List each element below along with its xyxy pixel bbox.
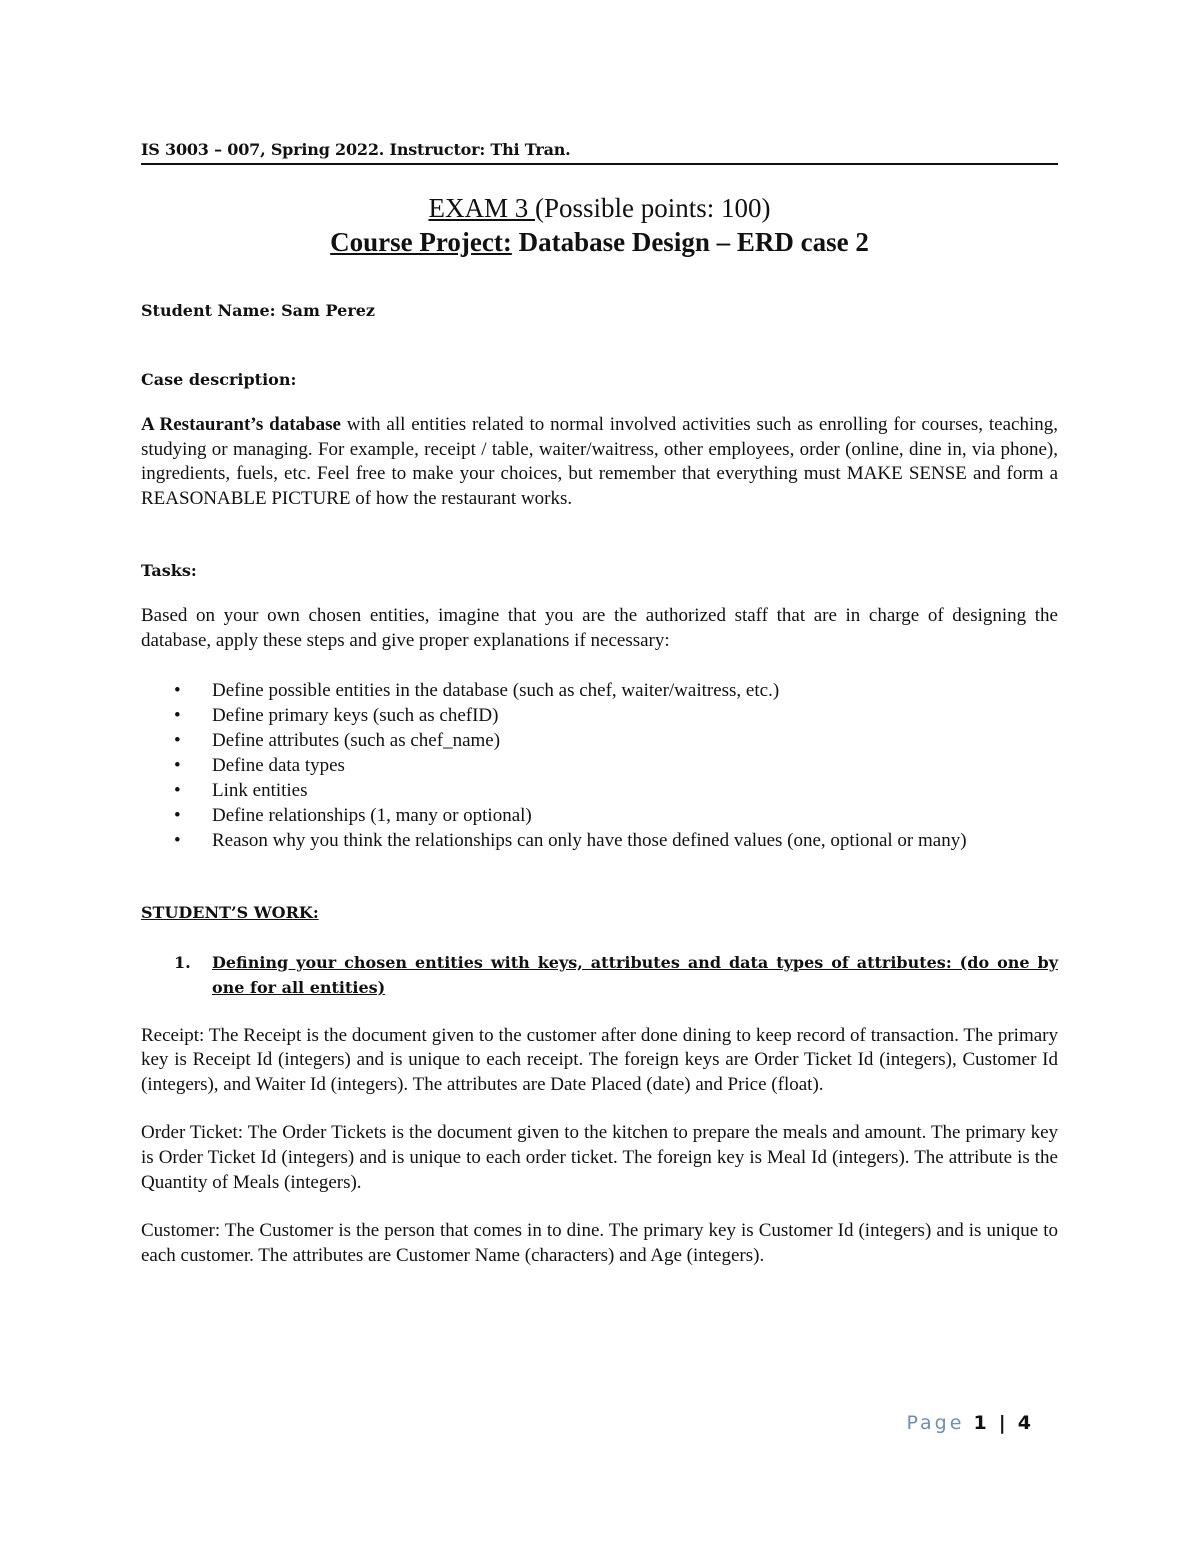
list-item: [141, 728, 1058, 753]
possible-points: (Possible points: 100): [534, 193, 771, 223]
exam-number: EXAM 3: [428, 193, 535, 223]
list-item: [141, 678, 1058, 703]
entity-receipt: Receipt: The Receipt is the document given to the customer after done dining to keep record of transaction. The primary key is Receipt Id (integers) and is unique to each receipt. The foreign keys are Order Ticket Id (integers), Customer Id (integers), and Waiter Id (integers). The attributes are Date Placed (date) and Price (float).: [141, 1024, 1058, 1095]
page-number-footer: [906, 1412, 1034, 1434]
case-body: with all entities related to normal involved activities such as enrolling for courses, teaching, studying or managing. For example, receipt / table, waiter/waitress, other employees, order (online, dine in, via phone), ingredients, fuels, etc. Feel free to make your choices, but remember that everything must MAKE SENSE and form a REASONABLE PICTURE of how the restaurant works.: [141, 414, 1058, 509]
task-text: Define possible entities in the database (such as chef, waiter/waitress, etc.): [212, 679, 780, 701]
bullet-icon: •: [174, 679, 181, 701]
course-project-label: Course Project:: [330, 227, 512, 257]
case-subject: A Restaurant’s database: [141, 414, 341, 435]
tasks-intro: Based on your own chosen entities, imagine that you are the authorized staff that are in charge of designing the database, apply these steps and give proper explanations if necessary:: [141, 605, 1058, 651]
task-text: Define attributes (such as chef_name): [212, 729, 501, 751]
bullet-icon: •: [174, 804, 181, 826]
page-separator: |: [998, 1412, 1009, 1434]
list-item: [141, 703, 1058, 728]
list-item: [141, 753, 1058, 778]
title-line-2: [141, 225, 1058, 259]
case-description: [141, 413, 1058, 511]
tasks-label: Tasks:: [141, 561, 197, 581]
project-name: Database Design – ERD case 2: [511, 227, 869, 257]
task-text: Define data types: [212, 754, 345, 776]
bullet-icon: •: [174, 829, 181, 851]
step-text: Defining your chosen entities with keys, attributes and data types of attributes: (do one by one for all entities): [212, 952, 1058, 997]
task-text: Reason why you think the relationships can only have those defined values (one, optional or many): [212, 829, 967, 851]
page-word: Page: [906, 1412, 965, 1434]
total-pages: 4: [1017, 1412, 1034, 1434]
document-page: [141, 140, 1058, 1268]
students-work-label: STUDENT’S WORK:: [141, 902, 319, 922]
list-item: [141, 803, 1058, 828]
bullet-icon: •: [174, 754, 181, 776]
step-number: 1.: [174, 952, 191, 972]
list-item: [141, 828, 1058, 853]
bullet-icon: •: [174, 729, 181, 751]
step-1-heading: [141, 950, 1058, 1000]
list-item: [141, 778, 1058, 803]
bullet-icon: •: [174, 779, 181, 801]
entity-order-ticket: Order Ticket: The Order Tickets is the document given to the kitchen to prepare the meals and amount. The primary key is Order Ticket Id (integers) and is unique to each order ticket. The foreign key is Meal Id (integers). The attribute is the Quantity of Meals (integers).: [141, 1122, 1058, 1193]
current-page: 1: [973, 1412, 990, 1434]
task-text: Link entities: [212, 779, 308, 801]
course-header: IS 3003 – 007, Spring 2022. Instructor: Thi Tran.: [141, 140, 1058, 165]
exam-title: [141, 191, 1058, 259]
task-text: Define relationships (1, many or optional): [212, 804, 532, 826]
case-description-label: Case description:: [141, 370, 297, 389]
title-line-1: [141, 191, 1058, 225]
task-text: Define primary keys (such as chefID): [212, 704, 499, 726]
entity-customer: Customer: The Customer is the person that comes in to dine. The primary key is Customer Id (integers) and is unique to each customer. The attributes are Customer Name (characters) and Age (integers).: [141, 1220, 1058, 1266]
bullet-icon: •: [174, 704, 181, 726]
student-name: Student Name: Sam Perez: [141, 301, 376, 320]
task-list: [141, 678, 1058, 853]
